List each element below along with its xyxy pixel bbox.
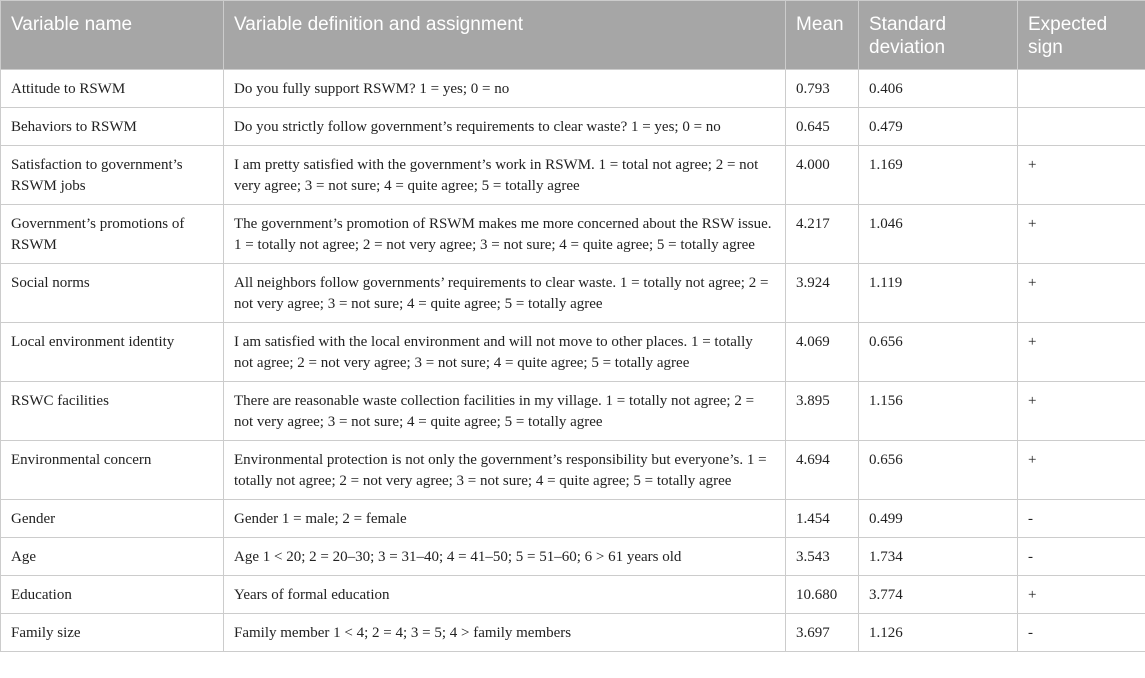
cell-variable-definition: Age 1 < 20; 2 = 20–30; 3 = 31–40; 4 = 41–50; 5 = 51–60; 6 > 61 years old <box>224 538 786 576</box>
cell-variable-definition: There are reasonable waste collection facilities in my village. 1 = totally not agree; 2 = not very agree; 3 = not sure; 4 = quite agree; 5 = totally agree <box>224 382 786 441</box>
cell-variable-name: Education <box>1 576 224 614</box>
cell-expected-sign: - <box>1018 500 1145 538</box>
cell-variable-definition: The government’s promotion of RSWM makes me more concerned about the RSW issue. 1 = totally not agree; 2 = not very agree; 3 = not sure; 4 = quite agree; 5 = totally agree <box>224 205 786 264</box>
cell-variable-definition: I am satisfied with the local environment and will not move to other places. 1 = totally not agree; 2 = not very agree; 3 = not sure; 4 = quite agree; 5 = totally agree <box>224 323 786 382</box>
cell-variable-name: Environmental concern <box>1 441 224 500</box>
cell-expected-sign: + <box>1018 576 1145 614</box>
table-row <box>1 205 1145 264</box>
header-variable-definition: Variable definition and assignment <box>224 1 786 70</box>
cell-mean: 0.793 <box>786 70 859 108</box>
cell-expected-sign: + <box>1018 441 1145 500</box>
header-standard-deviation: Standard deviation <box>859 1 1018 70</box>
cell-mean: 1.454 <box>786 500 859 538</box>
cell-expected-sign: + <box>1018 323 1145 382</box>
cell-expected-sign: - <box>1018 538 1145 576</box>
table-row <box>1 264 1145 323</box>
table-row <box>1 500 1145 538</box>
cell-expected-sign: + <box>1018 264 1145 323</box>
table-row <box>1 382 1145 441</box>
table-row <box>1 538 1145 576</box>
cell-variable-name: Government’s promotions of RSWM <box>1 205 224 264</box>
cell-expected-sign <box>1018 70 1145 108</box>
table-row <box>1 146 1145 205</box>
cell-variable-name: Social norms <box>1 264 224 323</box>
cell-standard-deviation: 1.126 <box>859 614 1018 652</box>
cell-variable-definition: Do you fully support RSWM? 1 = yes; 0 = no <box>224 70 786 108</box>
cell-mean: 3.924 <box>786 264 859 323</box>
table-row <box>1 614 1145 652</box>
cell-variable-name: Local environment identity <box>1 323 224 382</box>
cell-standard-deviation: 0.479 <box>859 108 1018 146</box>
cell-mean: 4.069 <box>786 323 859 382</box>
cell-variable-definition: Environmental protection is not only the government’s responsibility but everyone’s. 1 = totally not agree; 2 = not very agree; 3 = not sure; 4 = quite agree; 5 = totally agree <box>224 441 786 500</box>
header-mean: Mean <box>786 1 859 70</box>
table-row <box>1 108 1145 146</box>
cell-variable-name: Age <box>1 538 224 576</box>
cell-mean: 3.895 <box>786 382 859 441</box>
cell-variable-definition: I am pretty satisfied with the government’s work in RSWM. 1 = total not agree; 2 = not very agree; 3 = not sure; 4 = quite agree; 5 = totally agree <box>224 146 786 205</box>
table-row <box>1 323 1145 382</box>
cell-mean: 4.217 <box>786 205 859 264</box>
cell-standard-deviation: 0.656 <box>859 441 1018 500</box>
cell-standard-deviation: 0.499 <box>859 500 1018 538</box>
cell-standard-deviation: 1.119 <box>859 264 1018 323</box>
cell-variable-name: Gender <box>1 500 224 538</box>
cell-standard-deviation: 1.046 <box>859 205 1018 264</box>
cell-standard-deviation: 1.156 <box>859 382 1018 441</box>
table-row <box>1 70 1145 108</box>
cell-standard-deviation: 1.734 <box>859 538 1018 576</box>
cell-variable-definition: Gender 1 = male; 2 = female <box>224 500 786 538</box>
cell-variable-name: Family size <box>1 614 224 652</box>
cell-variable-definition: All neighbors follow governments’ requirements to clear waste. 1 = totally not agree; 2 = not very agree; 3 = not sure; 4 = quite agree; 5 = totally agree <box>224 264 786 323</box>
cell-mean: 10.680 <box>786 576 859 614</box>
table-row <box>1 576 1145 614</box>
header-row <box>1 1 1145 70</box>
cell-standard-deviation: 0.656 <box>859 323 1018 382</box>
cell-expected-sign: + <box>1018 205 1145 264</box>
table-row <box>1 441 1145 500</box>
cell-mean: 3.543 <box>786 538 859 576</box>
cell-standard-deviation: 1.169 <box>859 146 1018 205</box>
table-body <box>1 70 1145 652</box>
cell-variable-definition: Years of formal education <box>224 576 786 614</box>
cell-expected-sign: - <box>1018 614 1145 652</box>
cell-variable-name: Behaviors to RSWM <box>1 108 224 146</box>
cell-expected-sign: + <box>1018 382 1145 441</box>
table-header <box>1 1 1145 70</box>
cell-standard-deviation: 3.774 <box>859 576 1018 614</box>
cell-variable-name: RSWC facilities <box>1 382 224 441</box>
cell-variable-name: Satisfaction to government’s RSWM jobs <box>1 146 224 205</box>
cell-variable-definition: Do you strictly follow government’s requirements to clear waste? 1 = yes; 0 = no <box>224 108 786 146</box>
header-expected-sign: Expected sign <box>1018 1 1145 70</box>
cell-mean: 0.645 <box>786 108 859 146</box>
cell-mean: 4.000 <box>786 146 859 205</box>
cell-variable-definition: Family member 1 < 4; 2 = 4; 3 = 5; 4 > family members <box>224 614 786 652</box>
cell-mean: 4.694 <box>786 441 859 500</box>
cell-expected-sign: + <box>1018 146 1145 205</box>
cell-mean: 3.697 <box>786 614 859 652</box>
header-variable-name: Variable name <box>1 1 224 70</box>
cell-standard-deviation: 0.406 <box>859 70 1018 108</box>
cell-expected-sign <box>1018 108 1145 146</box>
cell-variable-name: Attitude to RSWM <box>1 70 224 108</box>
